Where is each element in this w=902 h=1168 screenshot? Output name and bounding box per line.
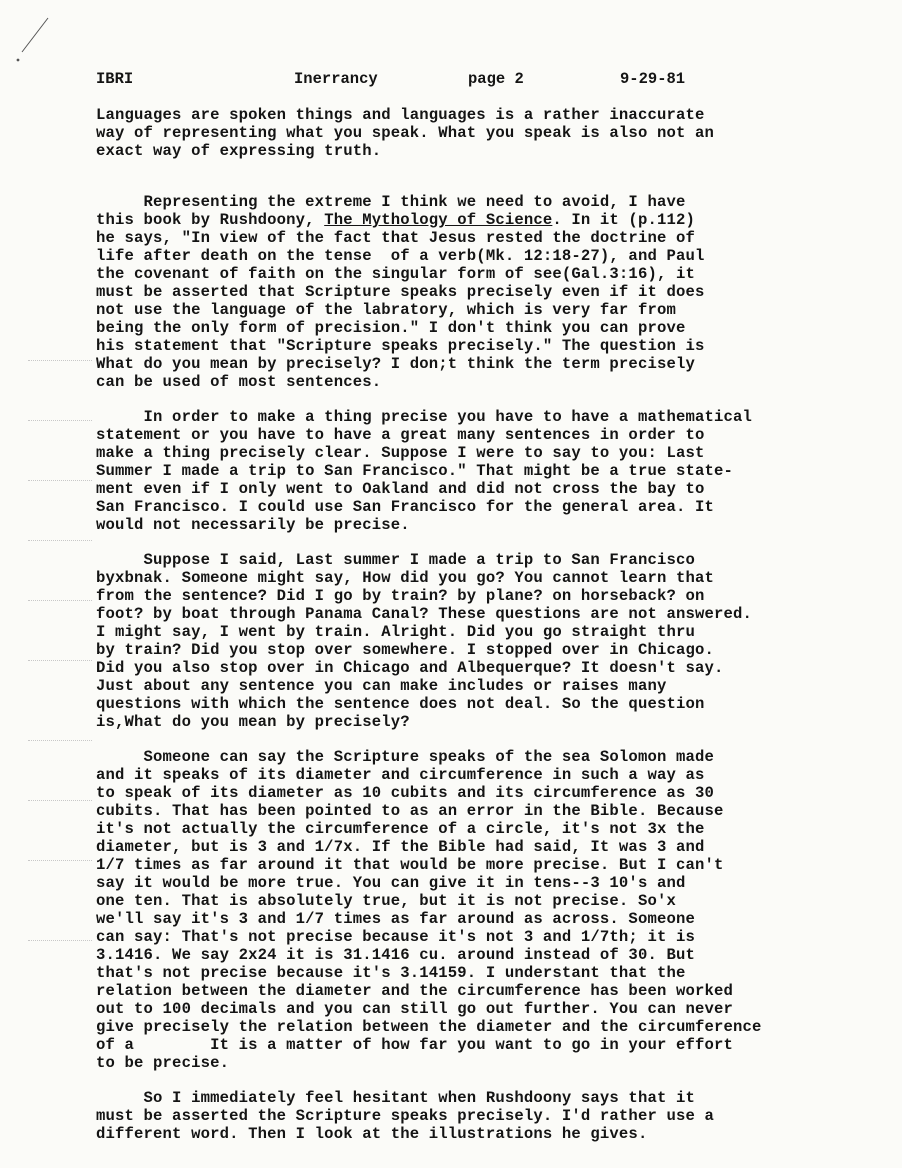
text-line: is,What do you mean by precisely? [96,713,410,731]
text-line-prefix: this book by Rushdoony, [96,211,325,229]
text-line: questions with which the sentence does not deal. So the question [96,695,705,713]
text-line: say it would be more true. You can give it in tens--3 10's and [96,874,686,892]
text-line: not use the language of the labratory, which is very far from [96,301,676,319]
text-line: can be used of most sentences. [96,373,382,391]
text-line: Summer I made a trip to San Francisco." That might be a true state- [96,462,734,480]
text-line: exact way of expressing truth. [96,142,382,160]
text-line: would not necessarily be precise. [96,516,410,534]
text-line: byxbnak. Someone might say, How did you go? You cannot learn that [96,569,715,587]
text-line: must be asserted that Scripture speaks precisely even if it does [96,283,705,301]
text-line: must be asserted the Scripture speaks precisely. I'd rather use a [96,1107,715,1125]
text-line: statement or you have to have a great many sentences in order to [96,426,705,444]
text-line: So I immediately feel hesitant when Rushdoony says that it [96,1089,695,1107]
paragraph-1 [96,106,886,160]
text-line: Did you also stop over in Chicago and Albequerque? It doesn't say. [96,659,724,677]
text-line: out to 100 decimals and you can still go out further. You can never [96,1000,734,1018]
header-page-number: page 2 [468,70,524,88]
text-line: he says, "In view of the fact that Jesus rested the doctrine of [96,229,695,247]
document-body [96,106,886,1160]
text-line: I might say, I went by train. Alright. Did you go straight thru [96,623,695,641]
paragraph-6 [96,1089,886,1143]
text-line: the covenant of faith on the singular form of see(Gal.3:16), it [96,265,695,283]
text-line: diameter, but is 3 and 1/7x. If the Bible had said, It was 3 and [96,838,705,856]
text-line: ment even if I only went to Oakland and did not cross the bay to [96,480,705,498]
paragraph-2 [96,193,886,391]
text-line: In order to make a thing precise you have to have a mathematical [96,408,753,426]
text-line: it's not actually the circumference of a circle, it's not 3x the [96,820,705,838]
pen-mark [14,14,54,64]
paragraph-5 [96,748,886,1072]
book-title: The Mythology of Science [324,211,553,229]
text-line: can say: That's not precise because it's not 3 and 1/7th; it is [96,928,695,946]
text-line: Just about any sentence you can make includes or raises many [96,677,667,695]
text-line: of a It is a matter of how far you want to go in your effort [96,1036,734,1054]
text-line: make a thing precisely clear. Suppose I were to say to you: Last [96,444,705,462]
text-line: 3.1416. We say 2x24 it is 31.1416 cu. around instead of 30. But [96,946,695,964]
text-line: life after death on the tense of a verb(Mk. 12:18-27), and Paul [96,247,705,265]
paragraph-4 [96,551,886,731]
text-line: Languages are spoken things and languages is a rather inaccurate [96,106,705,124]
text-line: foot? by boat through Panama Canal? These questions are not answered. [96,605,753,623]
text-line: we'll say it's 3 and 1/7 times as far around as across. Someone [96,910,695,928]
text-line: different word. Then I look at the illustrations he gives. [96,1125,648,1143]
text-line: to be precise. [96,1054,230,1072]
text-line: Suppose I said, Last summer I made a trip to San Francisco [96,551,695,569]
text-line: give precisely the relation between the diameter and the circumference [96,1018,762,1036]
text-line: 1/7 times as far around it that would be more precise. But I can't [96,856,724,874]
text-line: from the sentence? Did I go by train? by plane? on horseback? on [96,587,705,605]
header-org: IBRI [96,70,134,88]
text-line: to speak of its diameter as 10 cubits and its circumference as 30 [96,784,715,802]
text-line: Representing the extreme I think we need to avoid, I have [96,193,686,211]
text-line: What do you mean by precisely? I don;t think the term precisely [96,355,695,373]
text-line-with-title [96,211,886,229]
text-line: relation between the diameter and the circumference has been worked [96,982,734,1000]
text-line: one ten. That is absolutely true, but it is not precise. So'x [96,892,676,910]
text-line: being the only form of precision." I don't think you can prove [96,319,686,337]
text-line-suffix: . In it (p.112) [552,211,695,229]
text-line: by train? Did you stop over somewhere. I stopped over in Chicago. [96,641,715,659]
text-line: that's not precise because it's 3.14159. I understant that the [96,964,686,982]
page-header [96,70,816,90]
header-date: 9-29-81 [620,70,686,88]
text-line: cubits. That has been pointed to as an error in the Bible. Because [96,802,724,820]
text-line: and it speaks of its diameter and circumference in such a way as [96,766,705,784]
text-line: his statement that "Scripture speaks precisely." The question is [96,337,705,355]
paragraph-3 [96,408,886,534]
header-topic: Inerrancy [294,70,378,88]
text-line: San Francisco. I could use San Francisco for the general area. It [96,498,715,516]
text-line: way of representing what you speak. What you speak is also not an [96,124,715,142]
text-line: Someone can say the Scripture speaks of the sea Solomon made [96,748,715,766]
